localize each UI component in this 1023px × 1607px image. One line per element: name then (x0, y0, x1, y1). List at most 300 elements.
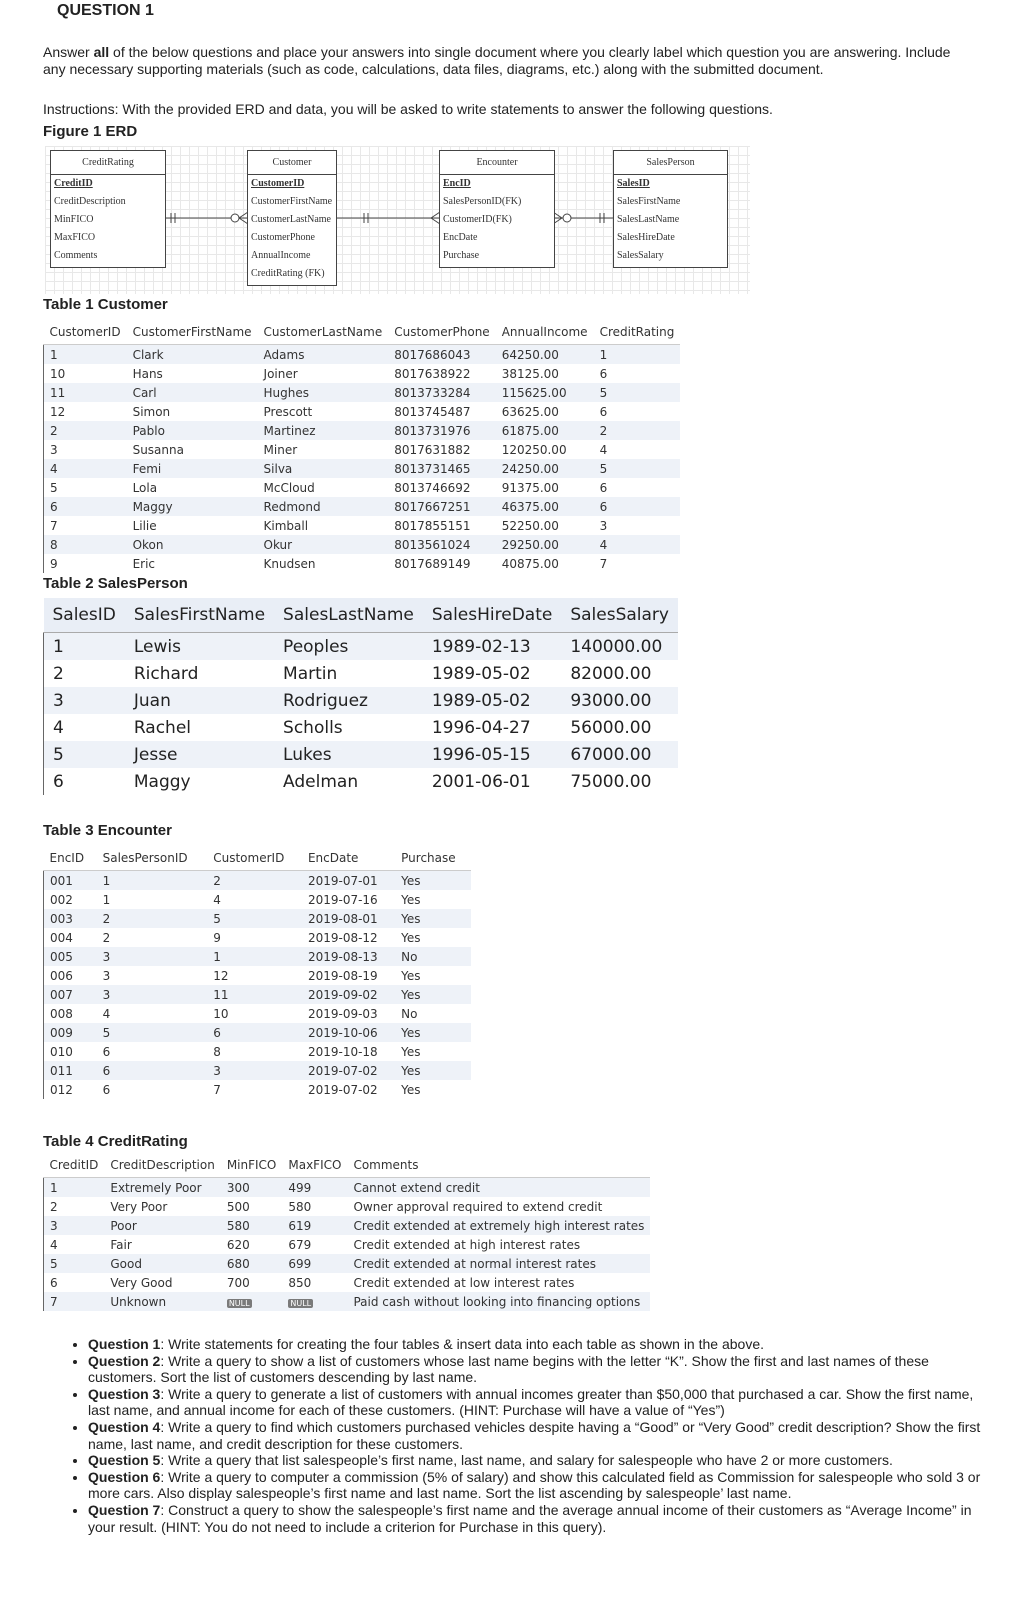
column-header: CustomerLastName (258, 320, 389, 345)
table-cell: Very Good (110, 1275, 173, 1290)
entity-title: Customer (248, 151, 336, 175)
table-cell: Prescott (263, 404, 313, 419)
column-header: Comments (347, 1153, 650, 1178)
table-cell: 11 (207, 985, 302, 1004)
table-cell: 75000.00 (570, 771, 652, 792)
entity-attr: MinFICO (54, 214, 94, 225)
table-cell: 006 (44, 966, 97, 985)
entity-sales-person (613, 150, 728, 268)
table-cell: 2 (97, 909, 208, 928)
table-cell: 1996-05-15 (423, 741, 561, 768)
table-cell: No (395, 947, 471, 966)
column-header: CreditDescription (104, 1153, 220, 1178)
customer-table (43, 320, 680, 573)
table-cell: 580 (288, 1199, 312, 1214)
entity-title: Encounter (440, 151, 554, 175)
table-cell: Yes (395, 909, 471, 928)
entity-attr: MaxFICO (54, 232, 96, 243)
table-cell: 1 (594, 345, 681, 365)
entity-attr: CreditRating (FK) (251, 268, 325, 279)
table-cell: Yes (395, 985, 471, 1004)
entity-attr: SalesSalary (617, 250, 664, 261)
table-row (44, 402, 681, 421)
table-row (44, 871, 472, 891)
table-cell: Fair (110, 1237, 132, 1252)
question-item (88, 1419, 988, 1452)
table-row (44, 1292, 651, 1311)
table3-label: Table 3 Encounter (43, 822, 172, 839)
table-cell: 5 (594, 383, 681, 402)
table-cell: 500 (226, 1199, 250, 1214)
table-cell: 5 (44, 741, 125, 768)
erd-diagram (45, 146, 750, 294)
entity-attr: SalesID (617, 178, 650, 189)
table-cell: 619 (282, 1216, 347, 1235)
table-row (44, 383, 681, 402)
credit-rating-table (43, 1153, 650, 1311)
table-cell: 10 (44, 364, 127, 383)
table-cell: 7 (599, 556, 608, 571)
table-row (44, 741, 678, 768)
question-text: : Write a query to generate a list of customers with annual incomes greater than $50,000 that purchased a car. Show the first name, last name, and annual income for each of these customers. (HINT: Purchase will have a value of “Yes”) (88, 1385, 974, 1419)
table-cell: Rachel (133, 717, 192, 738)
table-row (44, 1042, 472, 1061)
entity-attr: CreditID (54, 178, 93, 189)
table-cell: McCloud (263, 480, 315, 495)
table-row (44, 1254, 651, 1273)
table-row (44, 985, 472, 1004)
table-row (44, 421, 681, 440)
table-cell: 2 (44, 660, 125, 687)
table-cell: Lola (132, 480, 158, 495)
table-cell: 46375.00 (496, 497, 594, 516)
question-label: Question 6 (88, 1468, 161, 1485)
table-row (44, 714, 678, 741)
table-row (44, 478, 681, 497)
table-cell: 010 (44, 1042, 97, 1061)
table-cell: 2019-08-19 (307, 968, 378, 983)
table-cell: 2019-09-02 (302, 985, 395, 1004)
table-cell: 8017667251 (388, 497, 495, 516)
question-item (88, 1336, 988, 1353)
column-header: SalesLastName (274, 598, 423, 633)
table-row (44, 928, 472, 947)
table-cell: 8013731465 (388, 459, 495, 478)
entity-attr: SalesHireDate (617, 232, 675, 243)
table-cell: 10 (213, 1006, 229, 1021)
table-cell: 61875.00 (496, 421, 594, 440)
question-label: Question 1 (88, 1336, 161, 1352)
entity-title: SalesPerson (614, 151, 727, 175)
table-cell: 2019-10-06 (302, 1023, 395, 1042)
null-badge: NULL (228, 1298, 250, 1308)
table-cell: Credit extended at low interest rates (353, 1275, 575, 1290)
entity-attr: SalesPersonID(FK) (443, 196, 522, 207)
table-cell: 2 (44, 421, 127, 440)
table-cell: 699 (282, 1254, 347, 1273)
table-cell: 4 (44, 459, 127, 478)
table-cell: 5 (44, 478, 127, 497)
table-cell: Good (104, 1254, 220, 1273)
question-text: : Construct a query to show the salespeople’s first name and the average annual income of their customers as “Average Income” in your result. (HINT: You do not need to include a criterion for Purchase in this query). (88, 1501, 972, 1535)
table-row (44, 1216, 651, 1235)
table-cell: 93000.00 (561, 687, 678, 714)
question-label: Question 5 (88, 1452, 161, 1469)
instructions-text: Instructions: With the provided ERD and data, you will be asked to write statements to answer the following questions. (43, 101, 773, 117)
table-cell: Juan (125, 687, 274, 714)
column-header: AnnualIncome (496, 320, 594, 345)
intro-text-a: Answer (43, 44, 94, 60)
column-header: SalesSalary (561, 598, 678, 633)
table-cell: Hans (132, 366, 163, 381)
question-text: : Write a query to find which customers purchased vehicles despite having a “Good” or “Very Good” credit description? Show the first name, last name, and credit description for these customers. (88, 1418, 981, 1452)
table-cell: Yes (401, 1044, 421, 1059)
table-cell: Credit extended at extremely high interest rates (347, 1216, 650, 1235)
table-row (44, 947, 472, 966)
entity-attr: Purchase (443, 250, 480, 261)
intro-text-b: of the below questions and place your answers into single document where you clearly label which question you are answering. Include any necessary supporting materials (such as code, calculations, data files, diagrams, etc.) along with the submitted document. (43, 44, 951, 77)
table-cell: Richard (133, 663, 199, 684)
table-cell: Owner approval required to extend credit (353, 1199, 603, 1214)
table-cell: 008 (44, 1004, 97, 1023)
table-cell: 12 (213, 968, 229, 983)
table-cell: 1 (102, 892, 111, 907)
table-cell: Yes (395, 871, 471, 891)
table-cell: Adams (258, 345, 389, 365)
table-cell: Miner (263, 442, 298, 457)
table-cell: 8013733284 (388, 383, 495, 402)
table-cell: Yes (401, 968, 421, 983)
table-row (44, 459, 681, 478)
table-row (44, 516, 681, 535)
table-cell: 002 (44, 890, 97, 909)
table-cell: Martin (283, 663, 338, 684)
table2-label: Table 2 SalesPerson (43, 575, 188, 592)
table-cell: 679 (288, 1237, 312, 1252)
table-cell: Yes (401, 892, 421, 907)
column-header: CustomerPhone (388, 320, 495, 345)
table-cell: 4 (213, 892, 221, 907)
table-cell: 2 (207, 871, 302, 891)
intro-paragraph (43, 44, 973, 78)
table-cell: 67000.00 (561, 741, 678, 768)
table-cell: 3 (102, 968, 111, 983)
column-header: MaxFICO (282, 1153, 347, 1178)
table-cell: Susanna (132, 442, 184, 457)
table-cell: 001 (44, 871, 97, 891)
question-text: : Write a query to show a list of customers whose last name begins with the letter “K”. Show the first and last names of these customers. Sort the list of customers descending by last name. (88, 1352, 929, 1386)
table-cell: 2 (594, 421, 681, 440)
table-cell: 7 (44, 1292, 105, 1311)
salesperson-table (43, 598, 678, 795)
table-cell: 8013746692 (394, 480, 471, 495)
table-cell: Eric (132, 556, 156, 571)
table-cell: 40875.00 (501, 556, 559, 571)
question-title: QUESTION 1 (57, 2, 154, 19)
table-cell: 7 (44, 516, 127, 535)
column-header: EncID (44, 846, 97, 871)
question-item (88, 1452, 988, 1469)
table-cell: Adelman (283, 771, 359, 792)
table-cell: 1 (44, 345, 127, 365)
column-header: SalesPersonID (97, 846, 208, 871)
entity-attr: SalesFirstName (617, 196, 681, 207)
table-cell: No (401, 1006, 418, 1021)
table-cell: 4 (44, 714, 125, 741)
table-cell: 8013731976 (388, 421, 495, 440)
table-cell: Redmond (258, 497, 389, 516)
table-cell: 1989-05-02 (423, 687, 561, 714)
table-cell: 007 (44, 985, 97, 1004)
entity-attr: EncID (443, 178, 471, 189)
table-cell: 4 (594, 535, 681, 554)
entity-customer (247, 150, 337, 286)
table-cell: Jesse (125, 741, 274, 768)
table-cell: 680 (221, 1254, 283, 1273)
table-cell: 5 (97, 1023, 208, 1042)
table-cell: 1 (97, 871, 208, 891)
table-cell: 4 (44, 1235, 105, 1254)
table-cell: 2019-07-02 (307, 1082, 378, 1097)
table-row (44, 1197, 651, 1216)
table1-label: Table 1 Customer (43, 296, 168, 313)
table-cell: 3 (97, 947, 208, 966)
table-cell: 6 (44, 768, 125, 795)
question-list (62, 1336, 988, 1535)
table-cell: 6 (44, 497, 127, 516)
table-cell: 850 (288, 1275, 312, 1290)
table-cell: 1989-05-02 (431, 663, 531, 684)
table-cell: Paid cash without looking into financing options (347, 1292, 650, 1311)
table-row (44, 497, 681, 516)
table-cell: 003 (44, 909, 97, 928)
table-cell: Femi (127, 459, 258, 478)
table-cell: 3 (207, 1061, 302, 1080)
table-cell: Yes (401, 1082, 421, 1097)
column-header: CreditRating (594, 320, 681, 345)
table-cell: 2 (102, 930, 111, 945)
table-cell: 7 (213, 1082, 221, 1097)
table-cell: 4 (599, 442, 608, 457)
table-row (44, 633, 678, 661)
column-header: CustomerFirstName (127, 320, 258, 345)
table-row (44, 890, 472, 909)
table-cell: Kimball (263, 518, 309, 533)
table-row (44, 909, 472, 928)
question-item (88, 1469, 988, 1502)
table-cell: 3 (44, 687, 125, 714)
table-cell: 2 (44, 1197, 105, 1216)
table-cell (282, 1292, 347, 1311)
entity-title: CreditRating (51, 151, 165, 175)
table-cell: 2019-08-13 (302, 947, 395, 966)
table-cell: 6 (44, 1273, 105, 1292)
table-cell: 2019-10-18 (307, 1044, 378, 1059)
table-cell: Lukes (274, 741, 423, 768)
table-cell: Martinez (258, 421, 389, 440)
table-cell: 52250.00 (501, 518, 559, 533)
table-row (44, 966, 472, 985)
table-cell: 3 (44, 1216, 105, 1235)
table-cell: 8017855151 (394, 518, 471, 533)
column-header: EncDate (302, 846, 395, 871)
entity-encounter (439, 150, 555, 268)
table-cell: 2019-07-01 (302, 871, 395, 891)
table-row (44, 768, 678, 795)
table-cell: 91375.00 (501, 480, 559, 495)
entity-attr: CustomerPhone (251, 232, 315, 243)
column-header: SalesFirstName (125, 598, 274, 633)
question-item (88, 1386, 988, 1419)
table-cell: 8013561024 (388, 535, 495, 554)
table-cell: 005 (44, 947, 97, 966)
table-row (44, 1178, 651, 1198)
table-cell: 9 (44, 554, 127, 573)
table-cell: Okur (258, 535, 389, 554)
table-cell: 8 (44, 535, 127, 554)
question-label: Question 2 (88, 1352, 161, 1369)
table-row (44, 345, 681, 365)
table-cell: 6 (102, 1044, 111, 1059)
table-cell: 1989-02-13 (423, 633, 561, 661)
column-header: CustomerID (207, 846, 302, 871)
table-row (44, 1235, 651, 1254)
table-cell: 63625.00 (501, 404, 559, 419)
table-cell: Poor (104, 1216, 220, 1235)
table-cell: 2001-06-01 (431, 771, 531, 792)
table-cell: 2019-08-12 (307, 930, 378, 945)
table-cell: Extremely Poor (104, 1178, 220, 1198)
table-cell: 8013745487 (394, 404, 471, 419)
entity-credit-rating (50, 150, 166, 268)
intro-text-bold: all (93, 44, 110, 60)
table-row (44, 1080, 472, 1099)
entity-attr: CreditDescription (54, 196, 126, 207)
table-cell: Simon (132, 404, 171, 419)
table4-label: Table 4 CreditRating (43, 1133, 188, 1150)
column-header: MinFICO (221, 1153, 283, 1178)
table-cell: Very Poor (110, 1199, 168, 1214)
encounter-table (43, 846, 471, 1099)
table-cell: 8017638922 (394, 366, 471, 381)
table-cell: 2019-07-16 (307, 892, 378, 907)
table-row (44, 1061, 472, 1080)
table-cell: 38125.00 (501, 366, 559, 381)
table-cell: 29250.00 (496, 535, 594, 554)
column-header: Purchase (395, 846, 471, 871)
table-cell: 499 (282, 1178, 347, 1198)
question-item (88, 1353, 988, 1386)
table-cell: Unknown (104, 1292, 220, 1311)
table-cell: 8017686043 (388, 345, 495, 365)
table-cell: 1 (207, 947, 302, 966)
table-cell: 6 (599, 480, 608, 495)
table-cell: 120250.00 (501, 442, 567, 457)
entity-attr: EncDate (443, 232, 478, 243)
table-cell: 9 (213, 930, 221, 945)
question-text: : Write a query to computer a commission (5% of salary) and show this calculated field as Commission for salespeople who sold 3 or more cars. Also display salespeople’s first name and last name. Sort the list ascending by salespeople’ last name. (88, 1468, 981, 1502)
table-row (44, 1023, 472, 1042)
table-cell: 6 (207, 1023, 302, 1042)
table-cell: 8 (213, 1044, 221, 1059)
table-cell: 620 (226, 1237, 250, 1252)
table-cell: Yes (401, 930, 421, 945)
column-header: SalesHireDate (423, 598, 561, 633)
table-cell: 011 (44, 1061, 97, 1080)
table-cell (221, 1292, 283, 1311)
table-cell: 82000.00 (570, 663, 652, 684)
table-row (44, 535, 681, 554)
table-row (44, 660, 678, 687)
table-cell: 004 (44, 928, 97, 947)
question-label: Question 3 (88, 1385, 161, 1402)
entity-attr: Comments (54, 250, 98, 261)
table-cell: Pablo (127, 421, 258, 440)
table-cell: 6 (102, 1082, 111, 1097)
table-cell: Maggy (133, 771, 191, 792)
table-cell: Rodriguez (274, 687, 423, 714)
table-cell: 2019-08-01 (302, 909, 395, 928)
table-cell: Silva (258, 459, 389, 478)
table-cell: Lilie (132, 518, 157, 533)
table-cell: 1 (44, 633, 125, 661)
table-cell: 012 (44, 1080, 97, 1099)
table-cell: Lewis (125, 633, 274, 661)
column-header: SalesID (44, 598, 125, 633)
table-row (44, 554, 681, 573)
table-cell: 6 (594, 497, 681, 516)
entity-attr: CustomerFirstName (251, 196, 333, 207)
table-cell: Credit extended at high interest rates (353, 1237, 581, 1252)
table-cell: 1996-04-27 (431, 717, 531, 738)
table-row (44, 687, 678, 714)
table-cell: 5 (44, 1254, 105, 1273)
table-cell: 115625.00 (496, 383, 594, 402)
table-row (44, 364, 681, 383)
table-cell: 64250.00 (496, 345, 594, 365)
table-cell: Yes (395, 1023, 471, 1042)
question-label: Question 4 (88, 1418, 161, 1435)
table-cell: 12 (44, 402, 127, 421)
table-cell: 1 (44, 1178, 105, 1198)
table-cell: Yes (395, 1061, 471, 1080)
table-cell: 3 (97, 985, 208, 1004)
table-cell: 2019-09-03 (307, 1006, 378, 1021)
table-cell: Credit extended at normal interest rates (347, 1254, 650, 1273)
table-cell: 2019-07-02 (302, 1061, 395, 1080)
question-item (88, 1502, 988, 1535)
table-cell: Cannot extend credit (347, 1178, 650, 1198)
table-cell: Knudsen (263, 556, 316, 571)
question-text: : Write a query that list salespeople’s first name, last name, and salary for salespeople who have 2 or more customers. (160, 1452, 893, 1469)
entity-attr: AnnualIncome (251, 250, 311, 261)
table-cell: 11 (44, 383, 127, 402)
table-cell: Maggy (127, 497, 258, 516)
table-cell: Joiner (263, 366, 298, 381)
table-cell: 6 (599, 404, 608, 419)
null-badge: NULL (290, 1298, 312, 1308)
question-label: Question 7 (88, 1501, 161, 1518)
table-cell: 8017631882 (394, 442, 471, 457)
question-text: : Write statements for creating the four tables & insert data into each table as shown in the above. (160, 1336, 764, 1352)
table-cell: 700 (226, 1275, 250, 1290)
table-row (44, 1273, 651, 1292)
table-cell: 5 (207, 909, 302, 928)
table-cell: 580 (221, 1216, 283, 1235)
column-header: CreditID (44, 1153, 105, 1178)
table-cell: Clark (127, 345, 258, 365)
entity-attr: CustomerID (251, 178, 305, 189)
